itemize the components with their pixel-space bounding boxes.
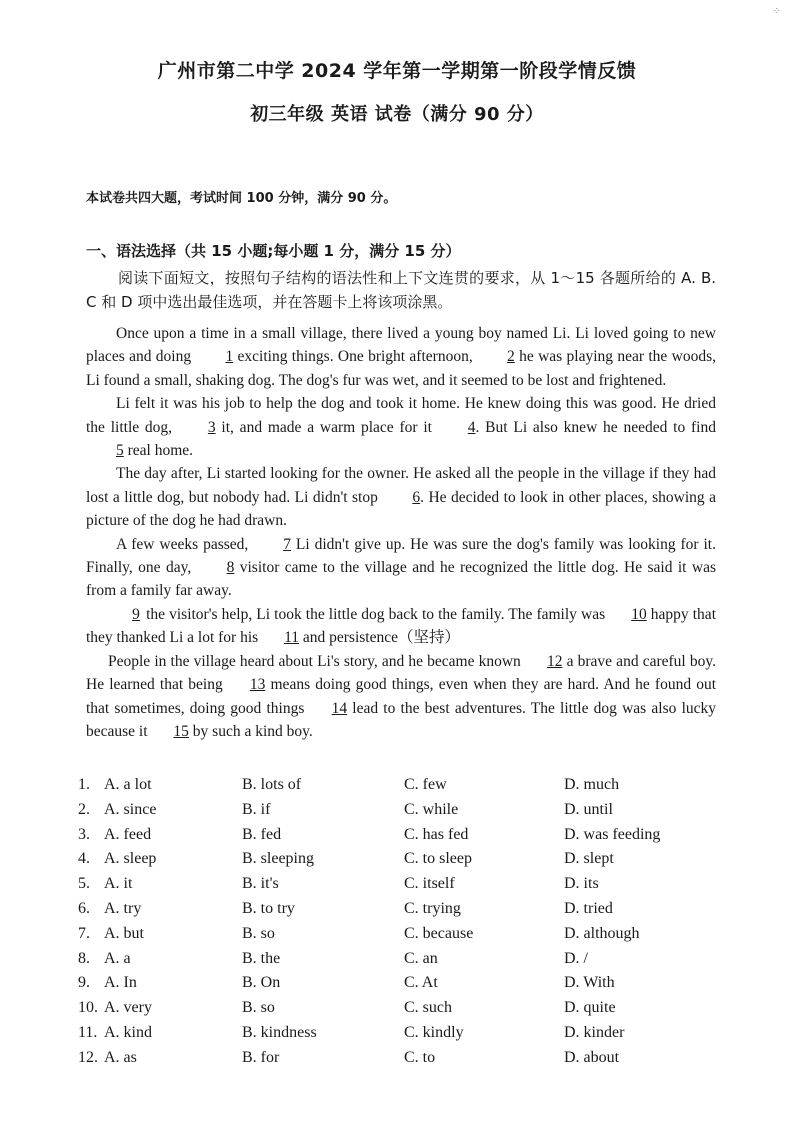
option-row-2: [78, 801, 728, 826]
option-d: D. until: [564, 800, 613, 818]
option-b: B. sleeping: [242, 850, 314, 868]
blank-1: 1: [225, 348, 234, 366]
option-a: A. kind: [104, 1023, 152, 1041]
option-row-10: [78, 999, 728, 1024]
option-row-3: [78, 826, 728, 851]
question-number: 8.: [78, 949, 90, 967]
option-d: D. quite: [564, 999, 616, 1017]
option-a: A. a: [104, 949, 131, 967]
passage-text: means doing good things, even when they are hard. And he found out that sometimes, doing good things: [86, 676, 717, 717]
option-c: C. to sleep: [404, 850, 472, 868]
blank-12: 12: [546, 652, 563, 670]
passage-paragraph-6: [86, 650, 716, 744]
passage-text: Li didn't give up. He was sure the dog's family was looking for it. Finally, one day,: [86, 535, 716, 577]
option-c: C. itself: [404, 875, 455, 893]
option-row-6: [78, 900, 728, 925]
passage-text: People in the village heard about Li's story, and he became known: [108, 652, 525, 670]
option-b: B. to try: [242, 899, 295, 917]
option-row-4: [78, 850, 728, 875]
option-row-11: [78, 1024, 728, 1049]
option-d: D. was feeding: [564, 825, 661, 843]
option-b: B. for: [242, 1048, 280, 1066]
option-row-1: [78, 776, 728, 801]
passage-text: the visitor's help, Li took the little dog back to the family. The family was: [142, 605, 610, 623]
question-number: 3.: [78, 825, 90, 843]
passage-text: The day after, Li started looking for the owner. He asked all the people in the village if they had lost a little dog, but nobody had. Li didn't stop: [86, 465, 716, 506]
passage-text: he was playing near the woods, Li found a small, shaking dog. The dog's fur was wet, and it seemed to be lost and frightened.: [86, 348, 716, 389]
passage-paragraph-3: [86, 462, 716, 532]
passage-text: visitor came to the village and he recognized the little dog. He said it was from a family far away.: [86, 559, 716, 600]
option-a: A. it: [104, 875, 133, 893]
passage-text: Once upon a time in a small village, there lived a young boy named Li. Li loved going to new places and doing: [86, 325, 716, 366]
question-number: 9.: [78, 974, 90, 992]
passage-paragraph-4: [86, 533, 716, 603]
exam-title: 广州市第二中学 2024 学年第一学期第一阶段学情反馈: [157, 60, 637, 82]
option-d: D. slept: [564, 850, 614, 868]
passage-text: A few weeks passed,: [116, 535, 254, 553]
blank-5: 5: [116, 442, 124, 460]
option-d: D. tried: [564, 899, 613, 917]
section-heading: 一、语法选择（共 15 小题;每小题 1 分，满分 15 分）: [86, 242, 461, 260]
option-c: C. while: [404, 800, 459, 818]
question-number: 6.: [78, 899, 90, 917]
question-number: 1.: [78, 776, 90, 793]
blank-10: 10: [631, 605, 647, 623]
option-b: B. lots of: [242, 776, 302, 793]
option-a: A. as: [104, 1048, 137, 1066]
option-a: A. since: [104, 800, 157, 818]
blank-2: 2: [507, 348, 515, 366]
passage-text: and persistence（坚持）: [299, 629, 460, 647]
option-c: C. has fed: [404, 825, 469, 843]
option-row-5: [78, 875, 728, 900]
option-d: D. With: [564, 974, 615, 992]
option-a: A. feed: [104, 825, 152, 843]
question-number: 11.: [78, 1023, 98, 1041]
passage-paragraph-5: [86, 603, 716, 650]
blank-3: 3: [207, 418, 216, 436]
corner-mark: ⁘: [772, 6, 782, 17]
blank-7: 7: [283, 535, 291, 553]
section-intro: 阅读下面短文，按照句子结构的语法性和上下文连贯的要求，从 1～15 各题所给的 A. B. C 和 D 项中选出最佳选项，并在答题卡上将该项涂黑。: [86, 269, 716, 311]
option-c: C. few: [404, 776, 447, 793]
option-c: C. such: [404, 999, 452, 1017]
blank-8: 8: [226, 559, 235, 577]
exam-instructions: 本试卷共四大题，考试时间 100 分钟，满分 90 分。: [86, 191, 397, 206]
blank-4: 4: [467, 418, 476, 436]
passage-text: lead to the best adventures. The little dog was also lucky because it: [86, 699, 716, 740]
option-row-12: [78, 1049, 728, 1074]
option-d: D. about: [564, 1048, 620, 1066]
passage-paragraph-2: [86, 392, 716, 462]
option-c: C. to: [404, 1048, 436, 1066]
option-b: B. fed: [242, 825, 282, 843]
question-number: 4.: [78, 850, 90, 868]
blank-14: 14: [331, 699, 348, 717]
passage-text: exciting things. One bright afternoon,: [233, 348, 478, 366]
exam-subtitle: 初三年级 英语 试卷（满分 90 分）: [250, 104, 544, 125]
question-number: 5.: [78, 875, 90, 893]
option-d: D. its: [564, 875, 599, 893]
option-b: B. kindness: [242, 1023, 317, 1041]
blank-15: 15: [173, 722, 189, 740]
blank-13: 13: [249, 676, 266, 694]
option-a: A. but: [104, 924, 144, 942]
question-number: 2.: [78, 800, 90, 818]
option-d: D. kinder: [564, 1023, 625, 1041]
option-a: A. try: [104, 899, 142, 917]
passage-text: real home.: [123, 442, 194, 460]
option-b: B. if: [242, 800, 271, 818]
option-b: B. so: [242, 924, 275, 942]
option-d: D. /: [564, 949, 588, 967]
passage-text: . He decided to look in other places, showing a picture of the dog he had drawn.: [86, 488, 716, 530]
option-c: C. kindly: [404, 1023, 464, 1041]
passage-text: happy that they thanked Li a lot for his: [86, 605, 716, 647]
option-b: B. the: [242, 949, 281, 967]
option-a: A. a lot: [104, 776, 152, 793]
option-c: C. an: [404, 949, 438, 967]
passage-text: Li felt it was his job to help the dog and took it home. He knew doing this was good. He dried the little dog,: [86, 395, 716, 436]
blank-9: 9: [132, 605, 140, 623]
question-number: 12.: [78, 1048, 98, 1066]
option-b: B. On: [242, 974, 281, 992]
passage-paragraph-1: [86, 322, 716, 392]
passage-text: it, and made a warm place for it: [215, 418, 438, 436]
question-number: 7.: [78, 924, 90, 942]
option-d: D. although: [564, 924, 640, 942]
option-a: A. very: [104, 999, 152, 1017]
option-a: A. sleep: [104, 850, 157, 868]
option-row-7: [78, 925, 728, 950]
option-b: B. so: [242, 999, 275, 1017]
option-d: D. much: [564, 776, 620, 793]
option-row-8: [78, 950, 728, 975]
option-b: B. it's: [242, 875, 279, 893]
passage-text: by such a kind boy.: [188, 722, 313, 740]
option-c: C. because: [404, 924, 474, 942]
question-number: 10.: [78, 999, 98, 1017]
passage-text: . But Li also knew he needed to find: [475, 418, 716, 436]
answer-options-list: [78, 776, 728, 1074]
option-c: C. At: [404, 974, 438, 992]
blank-11: 11: [284, 629, 299, 647]
option-row-9: [78, 974, 728, 999]
reading-passage: [86, 322, 716, 743]
blank-6: 6: [412, 488, 421, 506]
passage-text: a brave and careful boy. He learned that being: [86, 652, 716, 694]
option-c: C. trying: [404, 899, 461, 917]
option-a: A. In: [104, 974, 137, 992]
